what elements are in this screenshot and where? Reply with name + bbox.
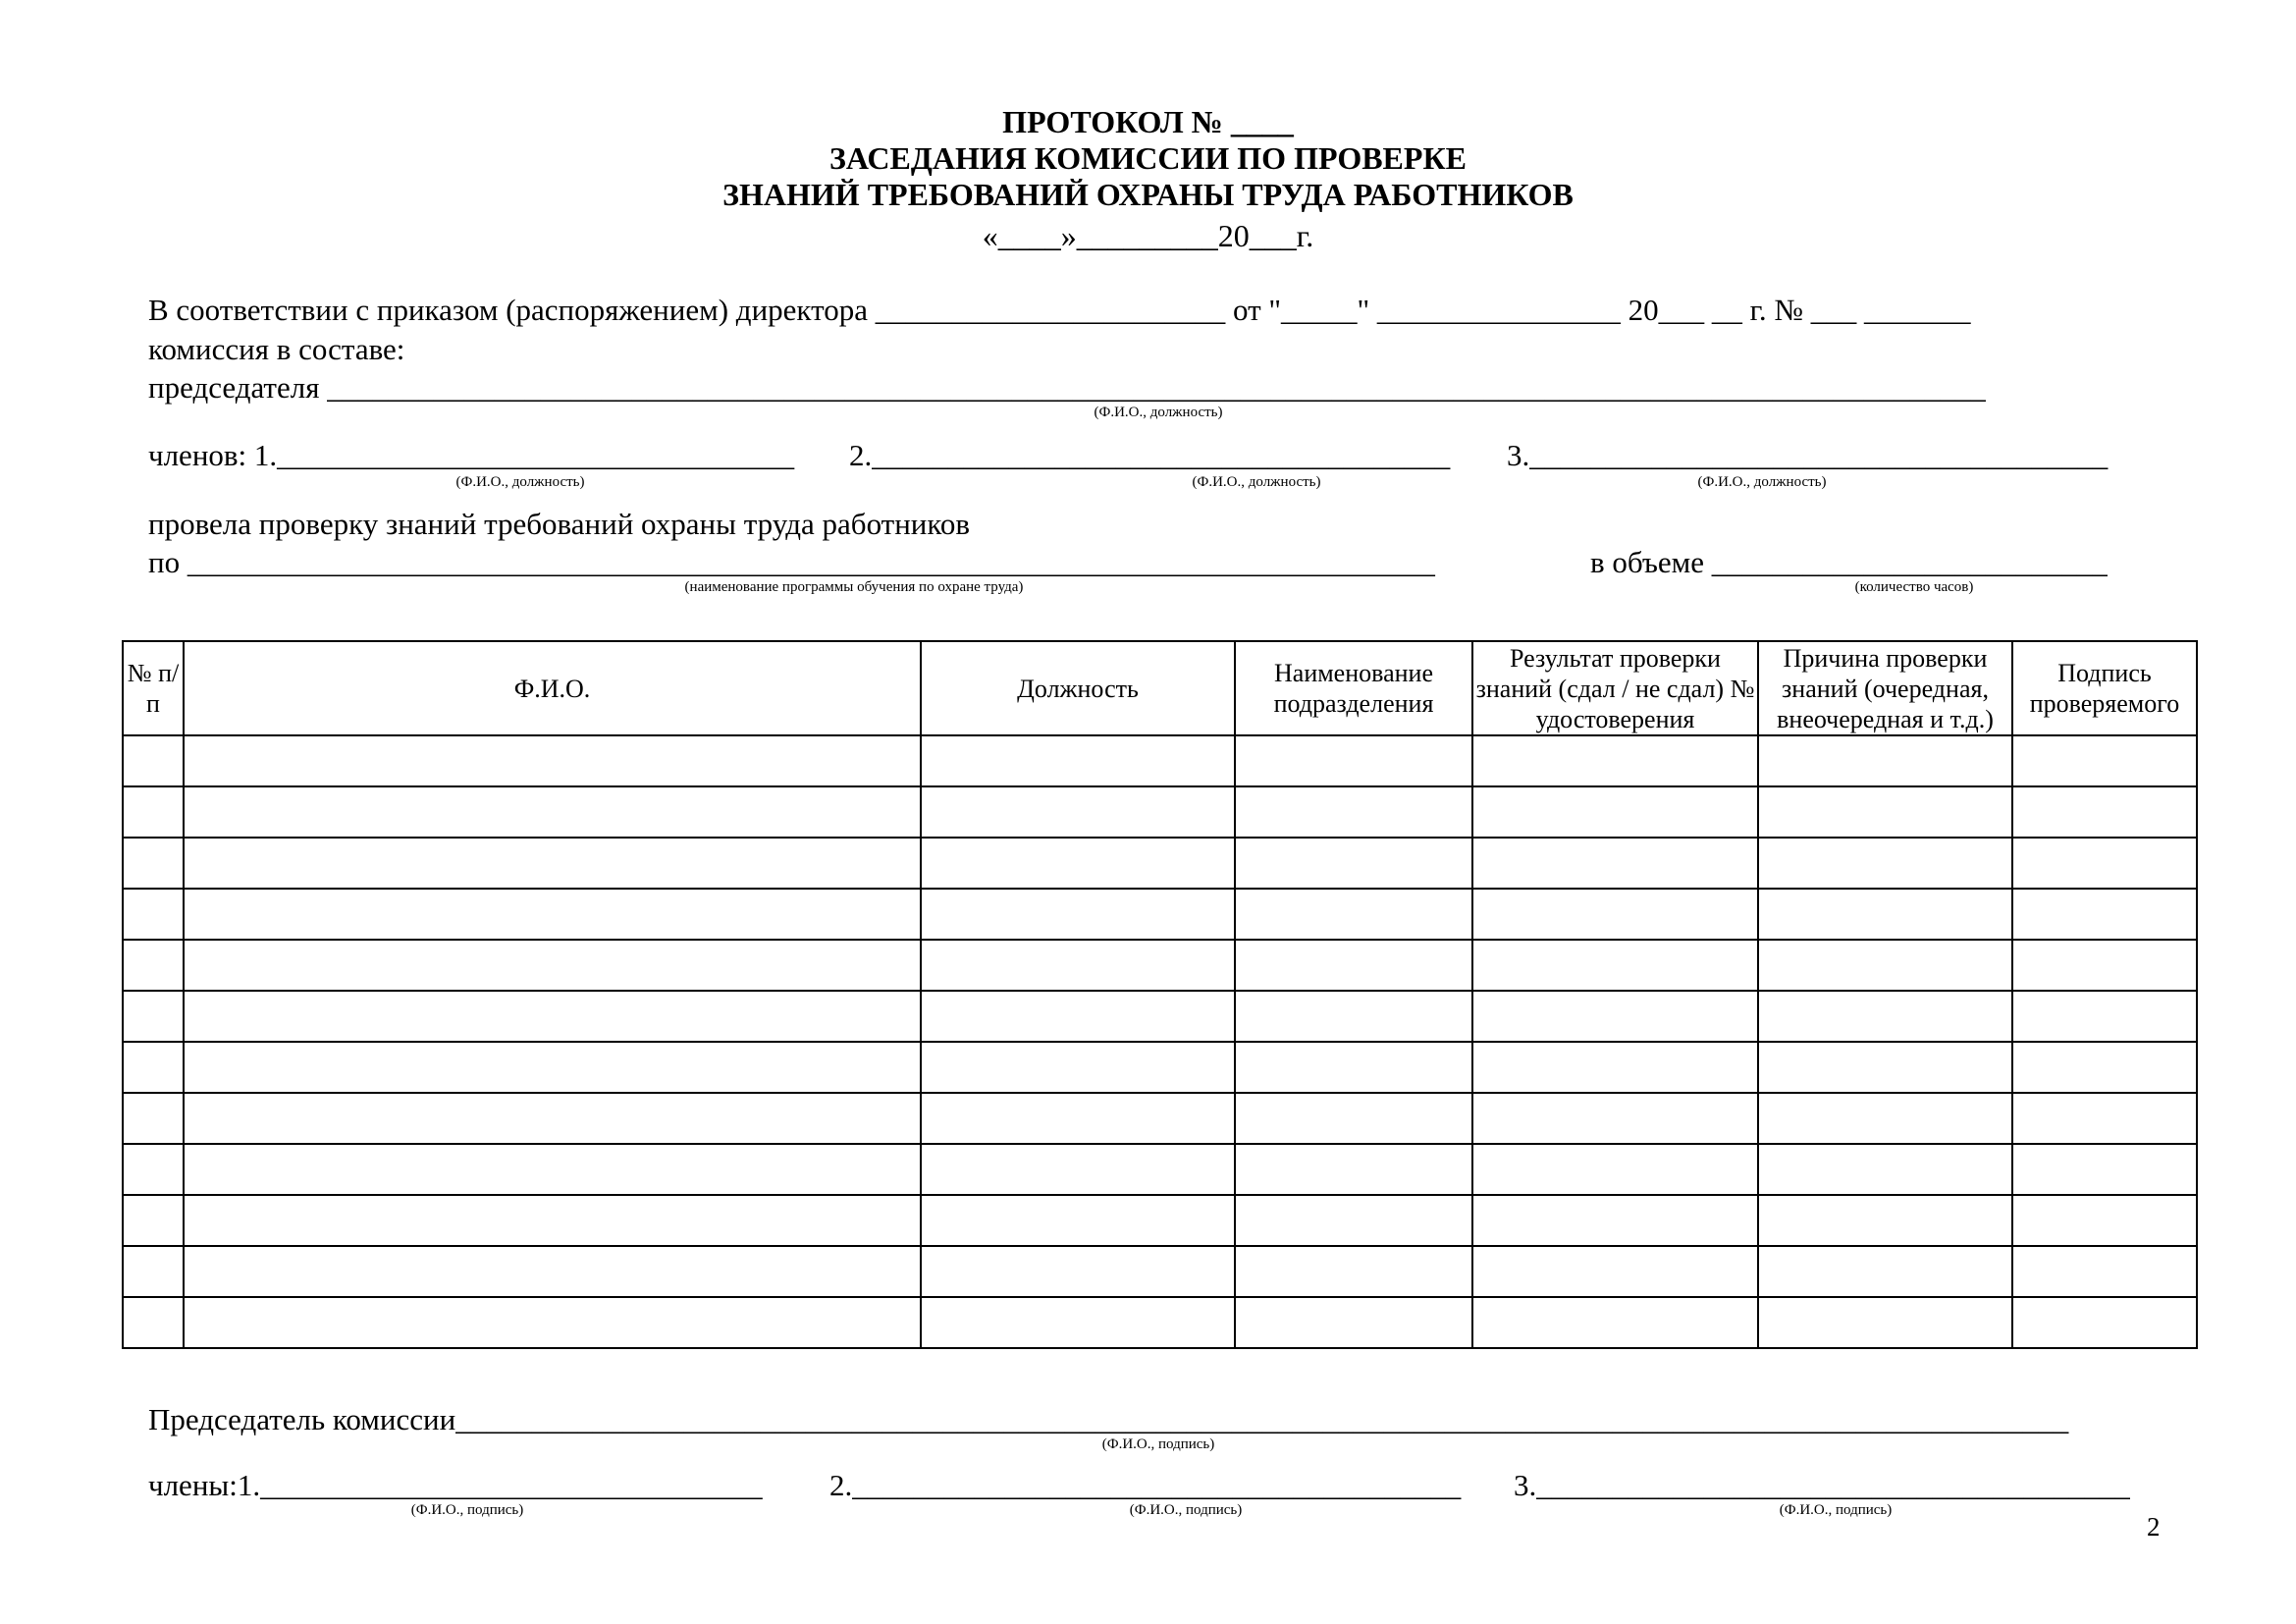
column-header-name: Ф.И.О. xyxy=(184,641,921,735)
footer-member-1-line: члены:1._________________________________ xyxy=(148,1468,763,1502)
table-cell[interactable] xyxy=(2012,1246,2197,1297)
table-row xyxy=(123,1144,2197,1195)
member-2-hint: (Ф.И.О., должность) xyxy=(1192,474,1321,490)
table-cell[interactable] xyxy=(1758,1297,2012,1348)
table-cell[interactable] xyxy=(921,1093,1235,1144)
program-hint: (наименование программы обучения по охране труда) xyxy=(684,579,1024,595)
table-cell[interactable] xyxy=(1472,786,1758,838)
table-cell[interactable] xyxy=(1472,991,1758,1042)
table-cell[interactable] xyxy=(184,1297,921,1348)
table-cell[interactable] xyxy=(1758,735,2012,786)
table-cell[interactable] xyxy=(184,735,921,786)
table-cell[interactable] xyxy=(184,1144,921,1195)
table-cell[interactable] xyxy=(1472,838,1758,889)
table-cell[interactable] xyxy=(921,1297,1235,1348)
table-cell[interactable] xyxy=(2012,940,2197,991)
table-cell[interactable] xyxy=(2012,1195,2197,1246)
table-cell[interactable] xyxy=(1472,940,1758,991)
table-cell[interactable] xyxy=(1758,838,2012,889)
table-cell[interactable] xyxy=(2012,786,2197,838)
table-row xyxy=(123,735,2197,786)
footer-chairman-hint: (Ф.И.О., подпись) xyxy=(1101,1436,1215,1452)
table-cell[interactable] xyxy=(1758,940,2012,991)
table-row xyxy=(123,786,2197,838)
member-1-line: членов: 1.__________________________________ xyxy=(148,438,795,472)
table-cell[interactable] xyxy=(1235,1042,1472,1093)
table-cell[interactable] xyxy=(1235,735,1472,786)
commission-line: комиссия в составе: xyxy=(148,332,405,366)
table-cell[interactable] xyxy=(184,940,921,991)
program-line: по __________________________________________________________________________________ xyxy=(148,545,1435,579)
footer-member-3-line: 3._______________________________________ xyxy=(1514,1468,2130,1502)
table-cell[interactable] xyxy=(1235,838,1472,889)
table-cell[interactable] xyxy=(123,1195,184,1246)
table-row xyxy=(123,1042,2197,1093)
column-header-reason: Причина проверки знаний (очередная, внеочередная и т.д.) xyxy=(1758,641,2012,735)
table-cell[interactable] xyxy=(921,940,1235,991)
column-header-department: Наименование подразделения xyxy=(1235,641,1472,735)
table-cell[interactable] xyxy=(1235,1144,1472,1195)
table-cell[interactable] xyxy=(184,838,921,889)
protocol-subtitle-2: ЗНАНИЙ ТРЕБОВАНИЙ ОХРАНЫ ТРУДА РАБОТНИКОВ xyxy=(722,177,1574,212)
table-cell[interactable] xyxy=(1235,1195,1472,1246)
table-cell[interactable] xyxy=(123,786,184,838)
table-cell[interactable] xyxy=(2012,1297,2197,1348)
table-cell[interactable] xyxy=(1758,889,2012,940)
table-cell[interactable] xyxy=(123,1297,184,1348)
table-cell[interactable] xyxy=(1472,735,1758,786)
chairman-hint: (Ф.И.О., должность) xyxy=(1094,405,1223,420)
table-cell[interactable] xyxy=(921,1144,1235,1195)
table-cell[interactable] xyxy=(921,838,1235,889)
table-cell[interactable] xyxy=(1472,1042,1758,1093)
table-cell[interactable] xyxy=(2012,1042,2197,1093)
member-1-hint: (Ф.И.О., должность) xyxy=(455,474,585,490)
table-cell[interactable] xyxy=(921,786,1235,838)
table-cell[interactable] xyxy=(1758,1144,2012,1195)
table-cell[interactable] xyxy=(1472,1093,1758,1144)
table-cell[interactable] xyxy=(1758,1093,2012,1144)
member-2-line: 2.______________________________________ xyxy=(849,438,1451,472)
check-line: провела проверку знаний требований охраны труда работников xyxy=(148,507,971,541)
table-header-row xyxy=(123,641,2197,735)
page-number: 2 xyxy=(2147,1512,2161,1542)
table-cell[interactable] xyxy=(1758,786,2012,838)
table-cell[interactable] xyxy=(2012,889,2197,940)
table-cell[interactable] xyxy=(921,1246,1235,1297)
column-header-result: Результат проверки знаний (сдал / не сдал) № удостоверения xyxy=(1472,641,1758,735)
table-cell[interactable] xyxy=(184,786,921,838)
column-header-signature: Подпись проверяемого xyxy=(2012,641,2197,735)
table-cell[interactable] xyxy=(1758,1246,2012,1297)
table-cell[interactable] xyxy=(123,1246,184,1297)
table-cell[interactable] xyxy=(184,889,921,940)
table-cell[interactable] xyxy=(184,1042,921,1093)
protocol-title: ПРОТОКОЛ № ____ xyxy=(1002,104,1294,139)
order-line: В соответствии с приказом (распоряжением) директора _______________________ от "_____" ________________ 20___ __ г. № ___ _______ xyxy=(148,293,1971,327)
table-cell[interactable] xyxy=(921,735,1235,786)
member-3-hint: (Ф.И.О., должность) xyxy=(1697,474,1827,490)
table-cell[interactable] xyxy=(921,1042,1235,1093)
chairman-line: председателя _____________________________________________________________________________________________________________ xyxy=(148,370,1986,405)
table-cell[interactable] xyxy=(921,991,1235,1042)
column-header-position: Должность xyxy=(921,641,1235,735)
table-cell[interactable] xyxy=(1472,1144,1758,1195)
table-cell[interactable] xyxy=(2012,735,2197,786)
table-cell[interactable] xyxy=(1235,940,1472,991)
table-row xyxy=(123,838,2197,889)
table-cell[interactable] xyxy=(1758,991,2012,1042)
table-cell[interactable] xyxy=(1472,889,1758,940)
table-cell[interactable] xyxy=(184,1195,921,1246)
table-cell[interactable] xyxy=(123,889,184,940)
table-cell[interactable] xyxy=(1472,1195,1758,1246)
table-cell[interactable] xyxy=(123,991,184,1042)
volume-line: в объеме __________________________ xyxy=(1590,545,2108,579)
hours-hint: (количество часов) xyxy=(1854,579,1974,595)
table-cell[interactable] xyxy=(123,735,184,786)
table-row xyxy=(123,1297,2197,1348)
protocol-subtitle: ЗАСЕДАНИЯ КОМИССИИ ПО ПРОВЕРКЕ xyxy=(829,140,1467,176)
column-header-number: № п/п xyxy=(123,641,184,735)
footer-member-2-hint: (Ф.И.О., подпись) xyxy=(1129,1502,1243,1518)
table-cell[interactable] xyxy=(1235,1297,1472,1348)
footer-chairman-line: Председатель комиссии__________________________________________________________________________________________________________ xyxy=(148,1402,2069,1436)
table-cell[interactable] xyxy=(1472,1297,1758,1348)
check-results-table xyxy=(122,640,2198,1349)
table-cell[interactable] xyxy=(1235,1093,1472,1144)
table-cell[interactable] xyxy=(123,940,184,991)
footer-member-1-hint: (Ф.И.О., подпись) xyxy=(410,1502,524,1518)
table-row xyxy=(123,1093,2197,1144)
table-row xyxy=(123,889,2197,940)
table-cell[interactable] xyxy=(2012,991,2197,1042)
table-row xyxy=(123,991,2197,1042)
table-cell[interactable] xyxy=(184,1093,921,1144)
table-cell[interactable] xyxy=(123,1042,184,1093)
table-cell[interactable] xyxy=(1235,786,1472,838)
table-row xyxy=(123,1246,2197,1297)
table-row xyxy=(123,940,2197,991)
table-cell[interactable] xyxy=(921,889,1235,940)
protocol-date: «____»_________20___г. xyxy=(982,218,1314,253)
table-cell[interactable] xyxy=(2012,1144,2197,1195)
table-cell[interactable] xyxy=(1235,991,1472,1042)
table-cell[interactable] xyxy=(1235,889,1472,940)
table-row xyxy=(123,1195,2197,1246)
member-3-line: 3.______________________________________ xyxy=(1507,438,2109,472)
table-cell[interactable] xyxy=(1758,1042,2012,1093)
table-cell[interactable] xyxy=(2012,838,2197,889)
table-cell[interactable] xyxy=(184,1246,921,1297)
table-cell[interactable] xyxy=(123,1144,184,1195)
table-cell[interactable] xyxy=(123,838,184,889)
table-cell[interactable] xyxy=(123,1093,184,1144)
table-cell[interactable] xyxy=(921,1195,1235,1246)
footer-member-2-line: 2.________________________________________ xyxy=(829,1468,1462,1502)
footer-member-3-hint: (Ф.И.О., подпись) xyxy=(1779,1502,1893,1518)
table-body xyxy=(123,735,2197,1348)
table-cell[interactable] xyxy=(2012,1093,2197,1144)
table-cell[interactable] xyxy=(1758,1195,2012,1246)
table-cell[interactable] xyxy=(1235,1246,1472,1297)
table-cell[interactable] xyxy=(184,991,921,1042)
table-cell[interactable] xyxy=(1472,1246,1758,1297)
